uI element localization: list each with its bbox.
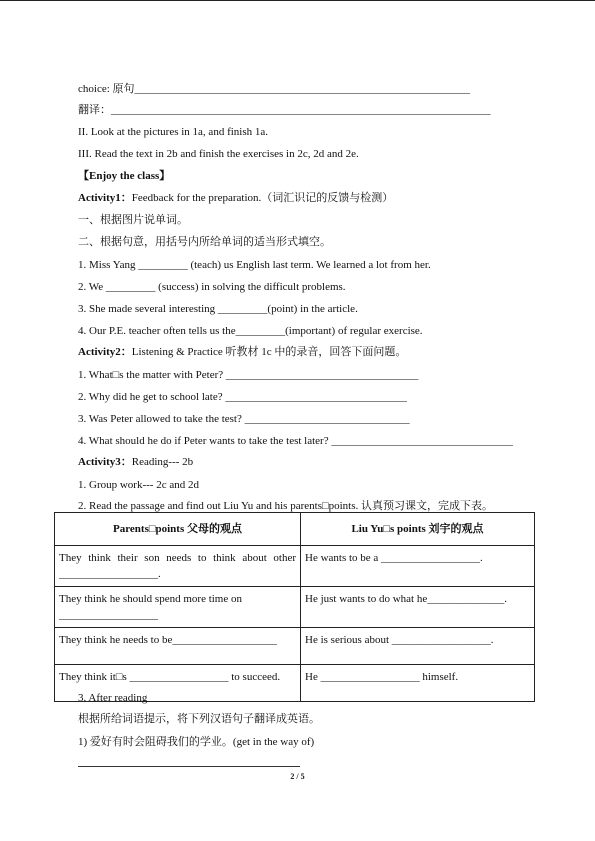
table-cell: They think he should spend more time on __________________ (55, 587, 301, 628)
question-2: 2. Why did he get to school late? _________________________________ (78, 391, 407, 403)
translate-item-1: 1) 爱好有时会阻碍我们的学业。(get in the way of) (78, 736, 315, 748)
question-1: 1. What□s the matter with Peter? ___________________________________ (78, 369, 419, 381)
group-work: 1. Group work--- 2c and 2d (78, 479, 199, 491)
section-heading-enjoy: 【Enjoy the class】 (78, 170, 171, 182)
page-top-rule (0, 0, 595, 1)
read-passage: 2. Read the passage and find out Liu Yu and his parents□points. 认真预习课文，完成下表。 (78, 500, 494, 512)
table-cell: He __________________ himself. (301, 665, 535, 702)
line-0: choice: 原句_____________________________________________________________ (78, 83, 471, 95)
line-1: 翻译：_____________________________________________________________________ (78, 104, 491, 116)
table-cell: They think their son needs to think about other __________________. (55, 546, 301, 587)
header-parents: Parents□points 父母的观点 (55, 513, 301, 546)
line-3: III. Read the text in 2b and finish the exercises in 2c, 2d and 2e. (78, 148, 359, 160)
exercise-3: 3. She made several interesting _________(point) in the article. (78, 303, 358, 315)
table-cell: They think it□s __________________ to succeed. (55, 665, 301, 702)
table-header-row (55, 513, 535, 546)
table-row (55, 587, 535, 628)
exercise-2: 2. We _________ (success) in solving the difficult problems. (78, 281, 346, 293)
activity-label: Activity3： (78, 456, 132, 468)
table-row (55, 546, 535, 587)
header-liu-yu: Liu Yu□s points 刘宇的观点 (301, 513, 535, 546)
exercise-1: 1. Miss Yang _________ (teach) us English last term. We learned a lot from her. (78, 259, 431, 271)
table-cell: They think he needs to be___________________ (55, 628, 301, 665)
activity-label: Activity2： (78, 346, 132, 358)
activity2-heading: Activity2：Listening & Practice 听教材 1c 中的录音，回答下面问题。 (78, 346, 407, 358)
line-2: II. Look at the pictures in 1a, and finish 1a. (78, 126, 269, 138)
answer-line (78, 766, 300, 767)
question-4: 4. What should he do if Peter wants to take the test later? _________________________________ (78, 435, 513, 447)
translate-instruction: 根据所给词语提示，将下列汉语句子翻译成英语。 (78, 713, 320, 725)
table-row (55, 628, 535, 665)
points-table (54, 512, 535, 702)
table-cell: He just wants to do what he______________. (301, 587, 535, 628)
activity3-heading: Activity3：Reading--- 2b (78, 456, 194, 468)
activity-label: Activity1： (78, 192, 132, 204)
question-3: 3. Was Peter allowed to take the test? ______________________________ (78, 413, 410, 425)
page-number: 2 / 5 (290, 772, 305, 781)
activity1-heading: Activity1：Feedback for the preparation.（词汇识记的反馈与检测） (78, 192, 394, 204)
after-reading: 3. After reading (78, 692, 148, 704)
exercise-4: 4. Our P.E. teacher often tells us the_________(important) of regular exercise. (78, 325, 423, 337)
table-cell: He wants to be a __________________. (301, 546, 535, 587)
line-6: 一、根据图片说单词。 (78, 214, 188, 226)
table-cell: He is serious about __________________. (301, 628, 535, 665)
line-7: 二、根据句意，用括号内所给单词的适当形式填空。 (78, 236, 331, 248)
